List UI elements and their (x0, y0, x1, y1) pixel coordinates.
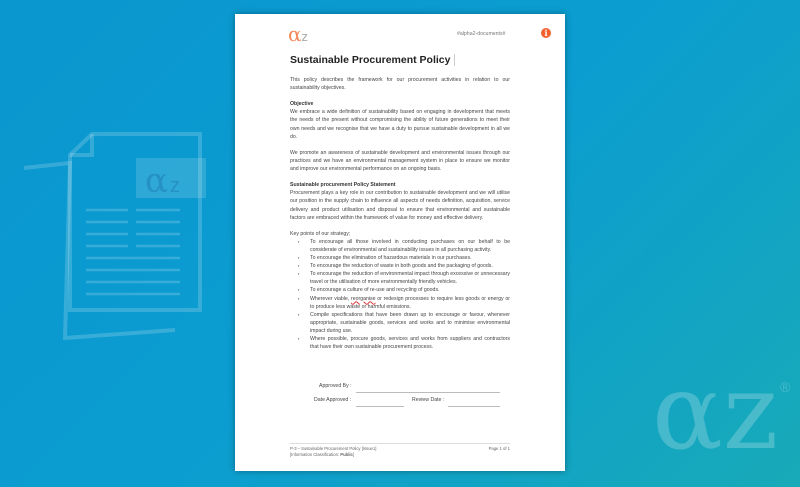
statement-heading: Sustainable procurement Policy Statement (290, 182, 396, 189)
footer-document-id: P-3 – Sustainable Procurement Policy [Issue1] (290, 446, 377, 451)
registered-mark: ® (780, 379, 791, 395)
objective-paragraph: We embrace a wide definition of sustainability based on engaging in development that meets the needs of the present without compromising the ability of future generations to meet their own needs and we recognise that we have a duty to pursue sustainable development in all we do. (290, 109, 510, 140)
list-item: ▪ To encourage a culture of re-use and recycling of goods. (290, 286, 510, 294)
date-approved-field[interactable] (356, 406, 404, 407)
approved-by-field[interactable] (356, 392, 500, 393)
objective-heading: Objective (290, 101, 314, 108)
info-icon[interactable]: i (541, 28, 551, 38)
key-points-list (290, 238, 510, 351)
page-title: Sustainable Procurement Policy (290, 54, 455, 66)
footer-classification: [Information Classification: Public] (290, 452, 355, 457)
statement-paragraph: Procurement plays a key role in our contribution to sustainable development and we will utilise our position in the supply chain to influence all aspects of needs definition, acquisition, service delivery and product utilisation and disposal to ensure that environmental and sustainable factors are embraced within the framework of value for money and effective delivery. (290, 190, 510, 221)
review-date-label: Review Date : (412, 397, 445, 403)
list-item: ▪ To encourage the reduction of environmental impact through excessive or unnecessary travel or the utilisation of more environmentally friendly vehicles. (290, 270, 510, 286)
review-date-field[interactable] (448, 406, 500, 407)
list-item: ▪ To encourage the elimination of hazardous materials in our purchases. (290, 254, 510, 262)
approved-by-label: Approved By : (319, 383, 352, 389)
company-logo: αz (288, 22, 309, 46)
document-tag: #alpha2-documents# (457, 31, 506, 37)
key-points-label: Key points of our strategy; (290, 230, 351, 237)
list-item: ▪ To encourage all those involved in conducting purchases on our behalf to be considerate of environmental and sustainability issues in all purchasing activity. (290, 238, 510, 254)
page-number: Page 1 of 1 (488, 446, 510, 451)
list-item: ▪ Wherever viable, reorganise or redesign processes to require less goods or energy or to produce less waste or harmful emissions. (290, 295, 510, 311)
document-body (290, 76, 510, 351)
intro-paragraph: This policy describes the framework for our procurement activities in relation to our sustainability objectives. (290, 77, 510, 92)
list-item: ▪ Where possible, procure goods, services and works from suppliers and contractors that have their own sustainable procurement process. (290, 335, 510, 351)
background-logo: αz ® (652, 351, 791, 473)
page-footer (290, 443, 510, 458)
list-item: ▪ To encourage the reduction of waste in both goods and the packaging of goods. (290, 262, 510, 270)
svg-text:z: z (170, 175, 180, 197)
date-approved-label: Date Approved : (314, 397, 352, 403)
misspelled-word: reorganise (350, 295, 376, 302)
document-illustration-icon (20, 130, 220, 350)
svg-text:α: α (145, 161, 168, 201)
list-item: ▪ Compile specifications that have been drawn up to encourage or favour, whenever appropriate, sustainable goods, services and works and to minimise environmental impact during use. (290, 311, 510, 335)
awareness-paragraph: We promote an awareness of sustainable development and environmental issues through our practices and we have an environmental management system in place to ensure we monitor and improve our environmental performance on an ongoing basis. (290, 149, 510, 173)
document-page (235, 14, 565, 471)
